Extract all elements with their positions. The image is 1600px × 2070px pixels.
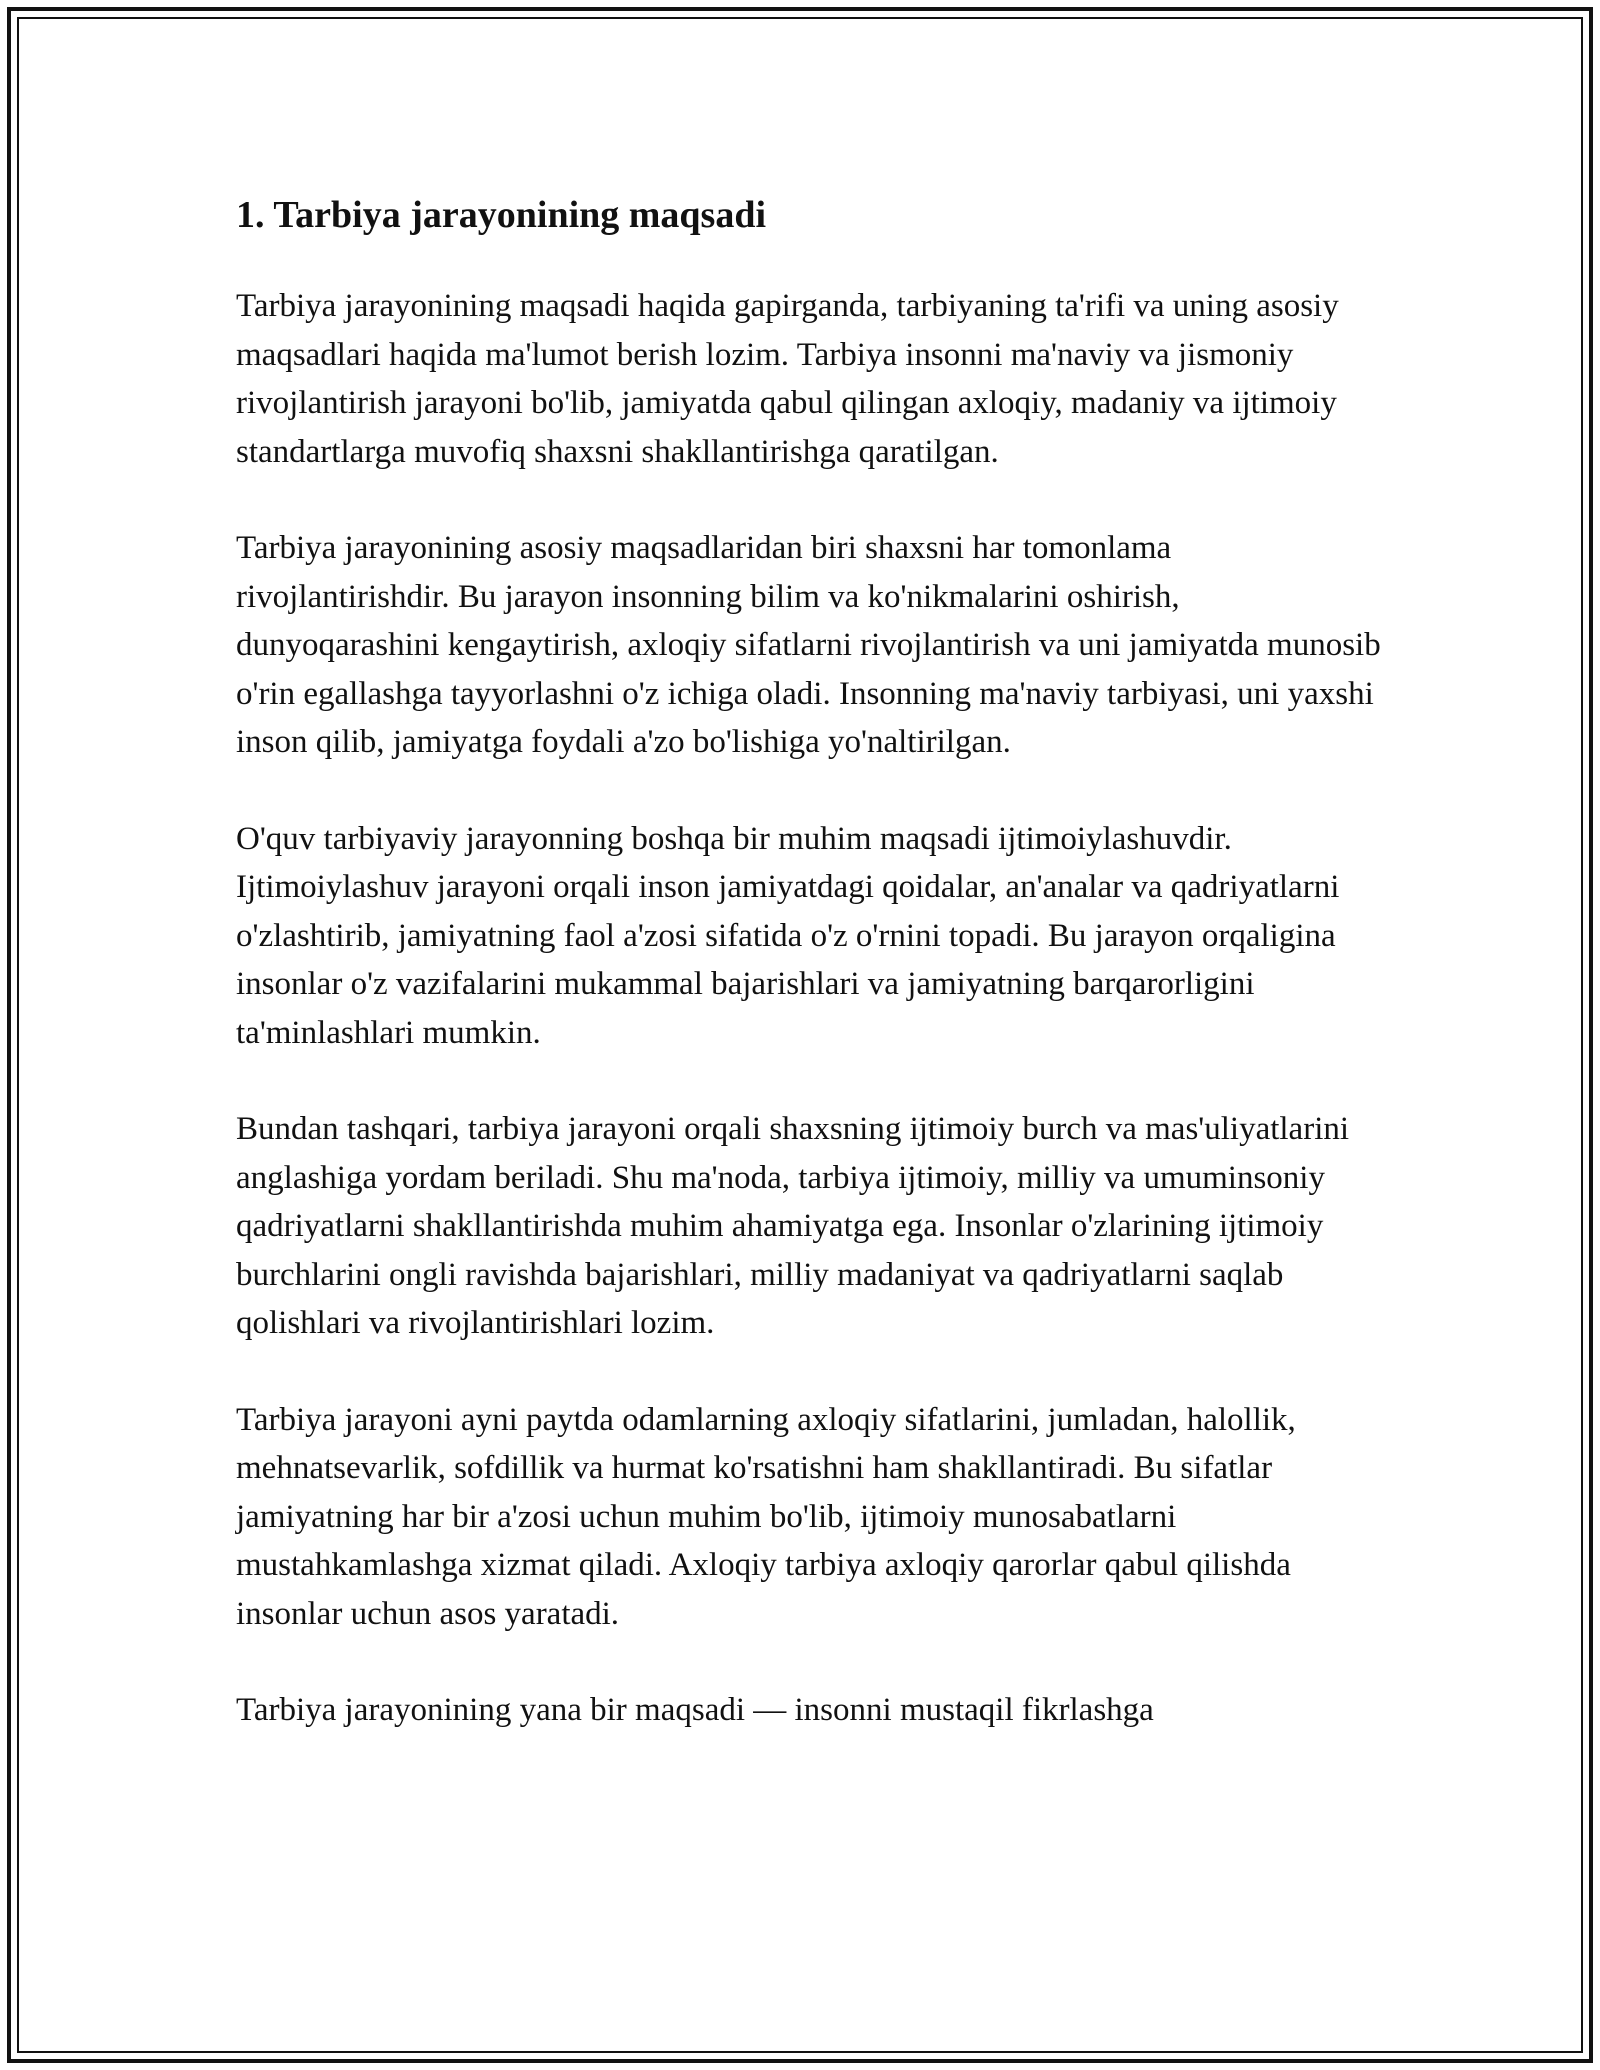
paragraph: Bundan tashqari, tarbiya jarayoni orqali shaxsning ijtimoiy burch va mas'uliyatlarini anglashiga yordam beriladi. Shu ma'noda, tarbiya ijtimoiy, milliy va umuminsoniy qadriyatlarni shakllantirishda muhim ahamiyatga ega. Insonlar o'zlarining ijtimoiy burchlarini ongli ravishda bajarishlari, milliy madaniyat va qadriyatlarni saqlab qolishlari va rivojlantirishlari lozim. xyxy=(236,1111,1350,1341)
paragraph: Tarbiya jarayonining yana bir maqsadi — insonni mustaqil fikrlashga xyxy=(236,1692,1154,1728)
section-heading: 1. Tarbiya jarayonining maqsadi xyxy=(236,194,767,236)
paragraph: Tarbiya jarayonining maqsadi haqida gapirganda, tarbiyaning ta'rifi va uning asosiy maqsadlari haqida ma'lumot berish lozim. Tarbiya insonni ma'naviy va jismoniy rivojlantirish jarayoni bo'lib, jamiyatda qabul qilingan axloqiy, madaniy va ijtimoiy standartlarga muvofiq shaxsni shakllantirishga qaratilgan. xyxy=(236,288,1339,470)
paragraph: Tarbiya jarayoni ayni paytda odamlarning axloqiy sifatlarini, jumladan, halollik, mehnatsevarlik, sofdillik va hurmat ko'rsatishni ham shakllantiradi. Bu sifatlar jamiyatning har bir a'zosi uchun muhim bo'lib, ijtimoiy munosabatlarni mustahkamlashga xizmat qiladi. Axloqiy tarbiya axloqiy qarorlar qabul qilishda insonlar uchun asos yaratadi. xyxy=(236,1401,1296,1632)
document-body xyxy=(236,186,1386,1735)
paragraph: O'quv tarbiyaviy jarayonning boshqa bir muhim maqsadi ijtimoiylashuvdir. Ijtimoiylashuv jarayoni orqali inson jamiyatdagi qoidalar, an'analar va qadriyatlarni o'zlashtirib, jamiyatning faol a'zosi sifatida o'z o'rnini topadi. Bu jarayon orqaligina insonlar o'z vazifalarini mukammal bajarishlari va jamiyatning barqarorligini ta'minlashlari mumkin. xyxy=(236,820,1340,1051)
paragraph-list xyxy=(236,282,1386,1735)
paragraph: Tarbiya jarayonining asosiy maqsadlaridan biri shaxsni har tomonlama rivojlantirishdir. Bu jarayon insonning bilim va ko'nikmalarini oshirish, dunyoqarashini kengaytirish, axloqiy sifatlarni rivojlantirish va uni jamiyatda munosib o'rin egallashga tayyorlashni o'z ichiga oladi. Insonning ma'naviy tarbiyasi, uni yaxshi inson qilib, jamiyatga foydali a'zo bo'lishiga yo'naltirilgan. xyxy=(236,530,1381,760)
